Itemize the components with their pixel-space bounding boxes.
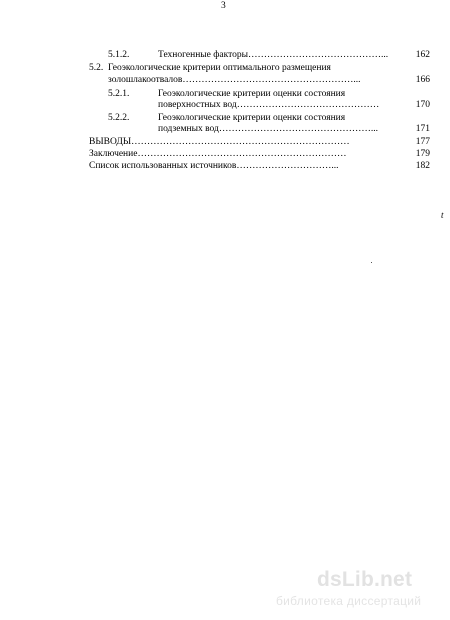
- toc-entry-page: 171: [415, 124, 430, 134]
- toc-entry-title: Техногенные факторы……………………………………...: [158, 50, 389, 60]
- toc-entry-number: 5.1.2.: [108, 50, 130, 60]
- page-number: 3: [221, 1, 226, 11]
- scan-speck: [371, 262, 372, 263]
- toc-entry-title-line-2: поверхностных вод………………………………………: [158, 100, 380, 110]
- stray-mark: t: [441, 210, 444, 220]
- toc-entry-number: 5.2.: [89, 63, 104, 73]
- toc-entry-title-line-2: подземных вод…………………………………………...: [158, 124, 378, 134]
- toc-entry-page: 166: [415, 75, 430, 85]
- toc-entry-page: 170: [415, 100, 430, 110]
- toc-entry-title-line-1: Геоэкологические критерии оценки состояния: [158, 89, 346, 99]
- toc-entry-number: 5.2.1.: [108, 89, 130, 99]
- watermark-subtitle: библиотека диссертаций: [276, 594, 422, 608]
- toc-entry-title-line-1: Геоэкологические критерии оценки состояния: [158, 113, 346, 123]
- toc-entry-page: 182: [415, 161, 430, 171]
- toc-entry-title-line-2: золошлакоотвалов………………………………………………...: [108, 75, 361, 85]
- toc-entry-title: Список использованных источников…………………………...: [89, 161, 339, 171]
- toc-entry-title: Заключение…………………………………………………………: [89, 149, 347, 159]
- toc-entry-page: 177: [415, 137, 430, 147]
- toc-entry-title: ВЫВОДЫ……………………………………………………………: [89, 137, 350, 147]
- toc-entry-number: 5.2.2.: [108, 113, 130, 123]
- toc-entry-page: 162: [415, 50, 430, 60]
- watermark-logo: dsLib.net: [317, 568, 413, 591]
- toc-entry-title-line-1: Геоэкологические критерии оптимального размещения: [108, 63, 331, 73]
- toc-entry-page: 179: [415, 149, 430, 159]
